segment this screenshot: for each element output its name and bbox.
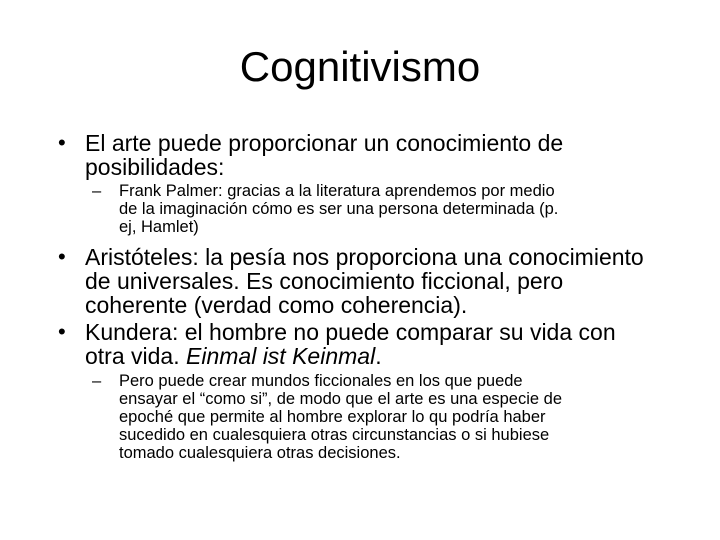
bullet-2-line-3: coherente (verdad como coherencia). [85, 292, 468, 318]
sub-bullet-1-line-1: Frank Palmer: gracias a la literatura aprendemos por medio [119, 182, 555, 200]
bullet-1-line-1: El arte puede proporcionar un conocimiento de [85, 130, 564, 156]
sub-bullet-2-line-1: Pero puede crear mundos ficcionales en los que puede [119, 372, 523, 390]
bullet-1-text [85, 131, 697, 179]
bullet-2-line-2: de universales. Es conocimiento ficcional, pero [85, 268, 564, 294]
bullet-3-line-2 [85, 344, 697, 368]
sub-bullet-marker: – [92, 372, 102, 390]
sub-bullet-1-line-3: ej, Hamlet) [119, 218, 199, 236]
bullet-3-text [85, 320, 697, 368]
sub-bullet-2-line-5: tomado cualesquiera otras decisiones. [119, 444, 401, 462]
sub-bullet-2-text [119, 372, 679, 462]
slide-title: Cognitivismo [239, 43, 481, 90]
bullet-1-line-2: posibilidades: [85, 154, 225, 180]
bullet-3-line-1: Kundera: el hombre no puede comparar su vida con [85, 319, 616, 345]
bullet-2-text [85, 245, 697, 317]
sub-bullet-marker: – [92, 182, 102, 200]
bullet-3-line-2-suffix: . [375, 343, 382, 369]
bullet-2-line-1: Aristóteles: la pesía nos proporciona una conocimiento [85, 244, 644, 270]
sub-bullet-1-text [119, 182, 679, 236]
bullet-marker: • [58, 244, 66, 269]
bullet-3-line-2-prefix: otra vida. [85, 343, 186, 369]
sub-bullet-2-line-3: epoché que permite al hombre explorar lo qu podría haber [119, 408, 546, 426]
bullet-3-italic-phrase: Einmal ist Keinmal [186, 343, 376, 369]
sub-bullet-1-line-2: de la imaginación cómo es ser una persona determinada (p. [119, 200, 559, 218]
sub-bullet-2-line-2: ensayar el “como si”, de modo que el arte es una especie de [119, 390, 563, 408]
sub-bullet-2-line-4: sucedido en cualesquiera otras circunstancias o si hubiese [119, 426, 550, 444]
bullet-marker: • [58, 319, 66, 344]
bullet-marker: • [58, 130, 66, 155]
